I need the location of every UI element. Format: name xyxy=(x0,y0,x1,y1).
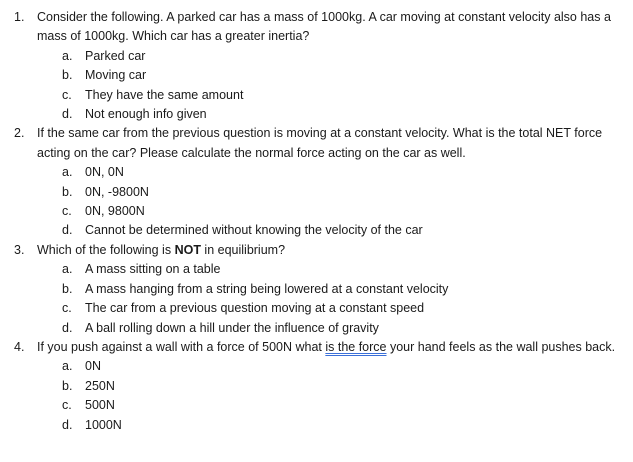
option-1d xyxy=(0,105,633,124)
option-3a xyxy=(0,260,633,279)
option-4b xyxy=(0,377,633,396)
question-4 xyxy=(0,338,633,357)
option-3c xyxy=(0,299,633,318)
question-number: 1. xyxy=(14,10,25,24)
grammar-marked-phrase[interactable]: is the force xyxy=(325,339,387,354)
option-letter: b. xyxy=(62,184,73,199)
option-text: They have the same amount xyxy=(85,87,244,102)
option-letter: c. xyxy=(62,301,72,316)
option-letter: d. xyxy=(62,417,73,432)
question-text-end: in equilibrium? xyxy=(200,242,286,257)
option-letter: d. xyxy=(62,320,73,335)
option-text: 0N, -9800N xyxy=(85,184,149,199)
option-letter: a. xyxy=(62,48,73,63)
option-4d xyxy=(0,416,633,435)
question-number: 4. xyxy=(14,339,25,354)
option-3b xyxy=(0,280,633,299)
question-1 xyxy=(0,8,633,47)
option-text: A mass hanging from a string being lowered at a constant velocity xyxy=(85,281,449,296)
option-letter: a. xyxy=(62,359,73,374)
option-3d xyxy=(0,319,633,338)
question-2 xyxy=(0,124,633,163)
option-2d xyxy=(0,221,633,240)
question-text xyxy=(37,340,615,354)
question-text: If the same car from the previous question is moving at a constant velocity. What is the total NET force acting on the car? Please calculate the normal force acting on the car as well. xyxy=(37,126,603,160)
option-letter: c. xyxy=(62,204,72,219)
option-1b xyxy=(0,66,633,85)
question-number: 3. xyxy=(14,242,25,257)
option-letter: b. xyxy=(62,68,73,83)
option-text: 250N xyxy=(85,378,115,393)
option-letter: d. xyxy=(62,223,73,238)
option-2b xyxy=(0,183,633,202)
question-text-end: your hand feels as the wall pushes back. xyxy=(386,339,616,354)
question-text: Consider the following. A parked car has a mass of 1000kg. A car moving at constant velocity also has a mass of 1000kg. Which car has a greater inertia? xyxy=(37,10,611,44)
option-text: 0N, 9800N xyxy=(85,204,145,219)
option-text: 500N xyxy=(85,398,115,413)
quiz-document xyxy=(0,8,633,435)
option-letter: a. xyxy=(62,165,73,180)
option-letter: c. xyxy=(62,398,72,413)
option-4a xyxy=(0,357,633,376)
option-letter: d. xyxy=(62,107,73,122)
option-2c xyxy=(0,202,633,221)
option-letter: b. xyxy=(62,378,73,393)
option-text: Not enough info given xyxy=(85,107,207,122)
option-text: A ball rolling down a hill under the influence of gravity xyxy=(85,320,379,335)
option-text: 1000N xyxy=(85,417,122,432)
question-text-start: Which of the following is xyxy=(37,242,175,257)
option-1a xyxy=(0,47,633,66)
option-text: Parked car xyxy=(85,48,146,63)
option-text: 0N xyxy=(85,359,101,374)
option-letter: c. xyxy=(62,87,72,102)
question-3 xyxy=(0,241,633,260)
option-text: Cannot be determined without knowing the velocity of the car xyxy=(85,223,423,238)
question-text-start: If you push against a wall with a force of 500N what xyxy=(37,339,326,354)
option-text: 0N, 0N xyxy=(85,165,124,180)
option-text: The car from a previous question moving at a constant speed xyxy=(85,301,425,316)
option-1c xyxy=(0,86,633,105)
emphasis-not: NOT xyxy=(174,242,201,257)
option-letter: a. xyxy=(62,262,73,277)
option-text: A mass sitting on a table xyxy=(85,262,221,277)
option-text: Moving car xyxy=(85,68,147,83)
question-number: 2. xyxy=(14,126,25,141)
option-letter: b. xyxy=(62,281,73,296)
option-4c xyxy=(0,396,633,415)
option-2a xyxy=(0,163,633,182)
question-text xyxy=(37,243,285,257)
